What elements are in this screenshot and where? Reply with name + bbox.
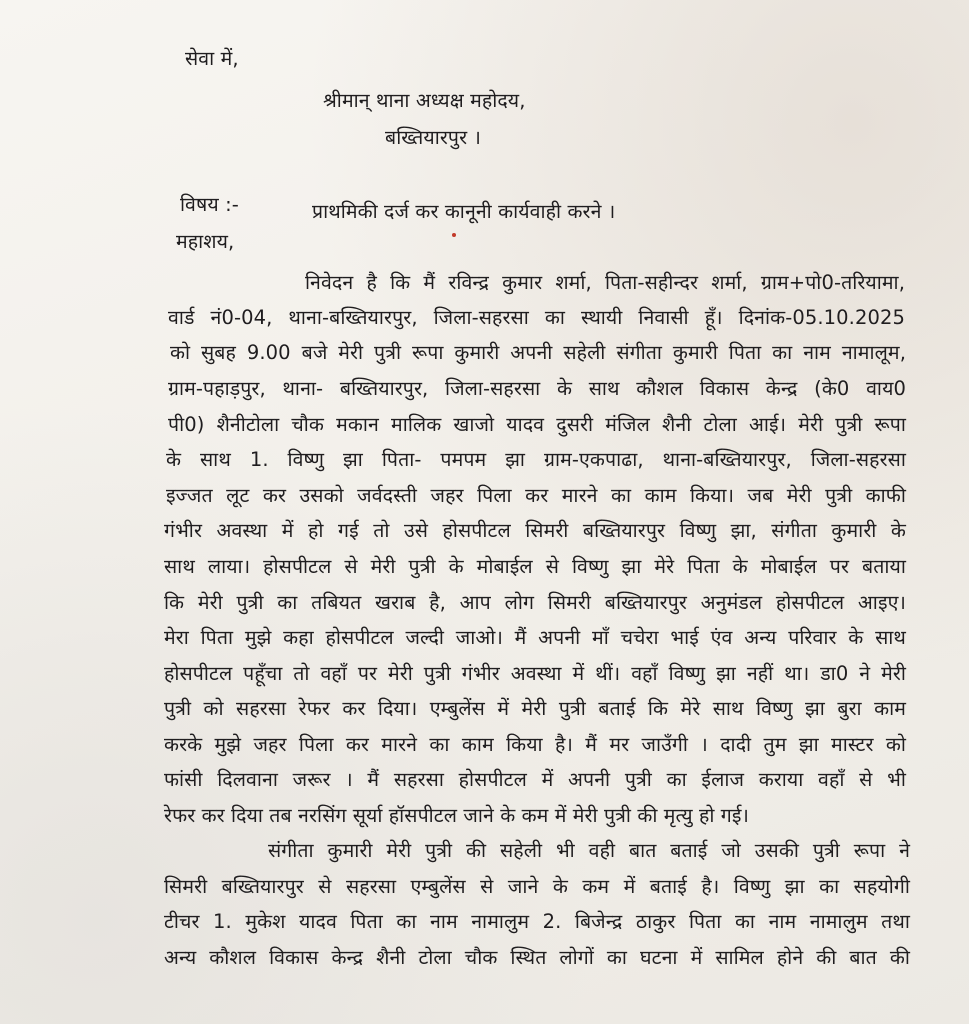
body-line: साथ लाया। होसपीटल से मेरी पुत्री के मोबाईल से विष्णु झा मेरे पिता के मोबाईल पर बताया [164, 555, 906, 578]
body-line: करके मुझे जहर पिला कर मारने का काम किया है। मैं मर जाउँगी । दादी तुम झा मास्टर को [164, 733, 906, 756]
body-line: के साथ 1. विष्णु झा पिता- पमपम झा ग्राम-एकपाढा, थाना-बख्तियारपुर, जिला-सहरसा [166, 448, 906, 471]
body-line: अन्य कौशल विकास केन्द्र शैनी टोला चौक स्थित लोगों का घटना में सामिल होने की बात की [164, 946, 910, 969]
body-line: को सुबह 9.00 बजे मेरी पुत्री रूपा कुमारी अपनी सहेली संगीता कुमारी पिता का नाम नामालूम, [170, 341, 906, 364]
salutation-to: सेवा में, [185, 47, 239, 70]
body-line: कि मेरी पुत्री का तबियत खराब है, आप लोग सिमरी बख्तियारपुर अनुमंडल होसपीटल आइए। [164, 591, 906, 614]
body-line: होसपीटल पहूँचा तो वहाँ पर मेरी पुत्री गंभीर अवस्था में थीं। वहाँ विष्णु झा नहीं था। डा0 ने मेरी [164, 662, 906, 685]
body-line: वार्ड नं0-04, थाना-बख्तियारपुर, जिला-सहरसा का स्थायी निवासी हूँ। दिनांक-05.10.2025 [168, 306, 905, 329]
body-line: मेरा पिता मुझे कहा होसपीटल जल्दी जाओ। मैं अपनी माँ चचेरा भाई एंव अन्य परिवार के साथ [164, 626, 906, 649]
addressee-place: बख्तियारपुर । [385, 126, 481, 149]
red-dot-mark [452, 233, 456, 237]
subject-label: विषय :- [180, 193, 239, 216]
body-line: टीचर 1. मुकेश यादव पिता का नाम नामालुम 2. बिजेन्द्र ठाकुर पिता का नाम नामालुम तथा [164, 910, 910, 933]
body-line: संगीता कुमारी मेरी पुत्री की सहेली भी वही बात बताई जो उसकी पुत्री रूपा ने [268, 839, 910, 862]
body-line: फांसी दिलवाना जरूर । मैं सहरसा होसपीटल में अपनी पुत्री का ईलाज कराया वहाँ से भी [164, 768, 906, 791]
body-line: गंभीर अवस्था में हो गई तो उसे होसपीटल सिमरी बख्तियारपुर विष्णु झा, संगीता कुमारी के [164, 519, 906, 542]
body-line: पुत्री को सहरसा रेफर कर दिया। एम्बुलेंस में मेरी पुत्री बताई कि मेरे साथ विष्णु झा बुरा काम [164, 697, 906, 720]
body-line: रेफर कर दिया तब नरसिंग सूर्या हॉसपीटल जाने के कम में मेरी पुत्री की मृत्यु हो गई। [164, 804, 750, 827]
body-line: इज्जत लूट कर उसको जर्वदस्ती जहर पिला कर मारने का काम किया। जब मेरी पुत्री काफी [166, 484, 906, 507]
addressee: श्रीमान् थाना अध्यक्ष महोदय, [323, 89, 526, 112]
body-line: सिमरी बख्तियारपुर से सहरसा एम्बुलेंस से जाने के कम में बताई है। विष्णु झा का सहयोगी [164, 875, 910, 898]
body-line: ग्राम-पहाड़पुर, थाना- बख्तियारपुर, जिला-सहरसा के साथ कौशल विकास केन्द्र (के0 वाय0 [168, 377, 906, 400]
greeting: महाशय, [176, 230, 235, 253]
body-line: पी0) शैनीटोला चौक मकान मालिक खाजो यादव दुसरी मंजिल शैनी टोला आई। मेरी पुत्री रूपा [168, 413, 906, 436]
body-line: निवेदन है कि मैं रविन्द्र कुमार शर्मा, पिता-सहीन्दर शर्मा, ग्राम+पो0-तरियामा, [305, 271, 905, 294]
subject-text: प्राथमिकी दर्ज कर कानूनी कार्यवाही करने । [312, 200, 616, 223]
